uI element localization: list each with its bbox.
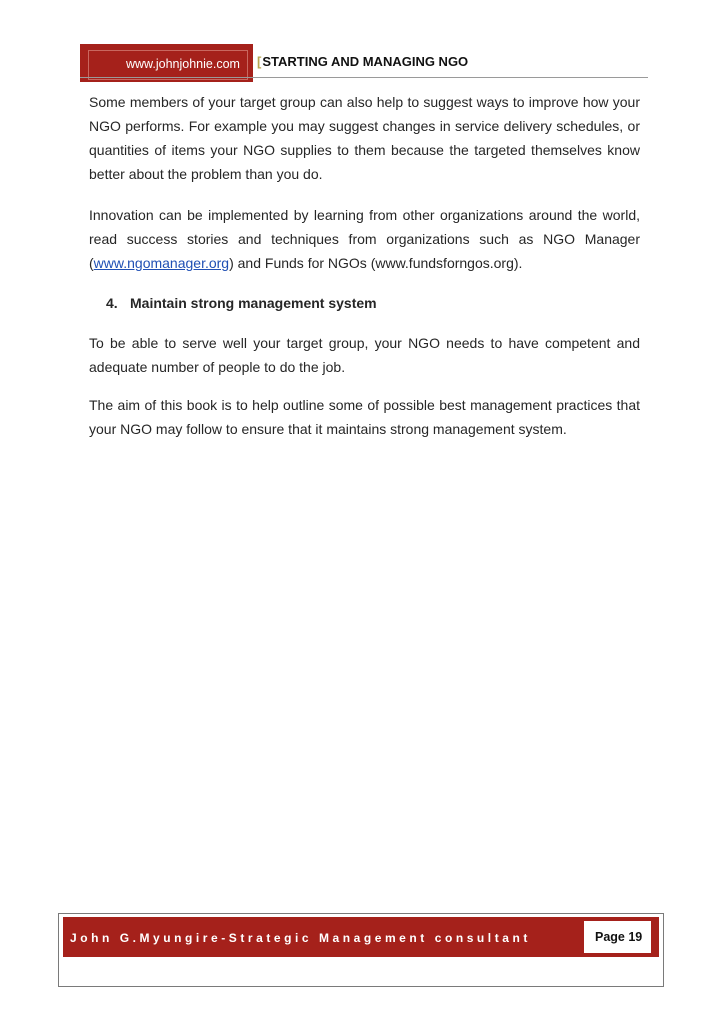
header-rule	[80, 77, 648, 78]
footer-author: John G.Myungire-Strategic Management consultant	[70, 931, 531, 945]
paragraph-target-group: Some members of your target group can also help to suggest ways to improve how your NGO performs. For example you may suggest changes in service delivery schedules, or quantities of items your NGO supplies to them because the targeted themselves know better about the problem than you do.	[89, 94, 640, 182]
section-heading-number: 4.	[106, 295, 118, 311]
paragraph-innovation-text-2: ) and Funds for NGOs (www.fundsforngos.org).	[229, 255, 523, 271]
section-heading-text: Maintain strong management system	[130, 295, 377, 311]
paragraph-book-aim: The aim of this book is to help outline some of possible best management practices that your NGO may follow to ensure that it maintains strong management system.	[89, 397, 640, 437]
header-bracket: [	[257, 54, 262, 69]
page-number: Page 19	[584, 921, 651, 953]
paragraph-innovation	[89, 203, 640, 275]
header-site-url: www.johnjohnie.com	[126, 57, 240, 71]
paragraph-competent-people: To be able to serve well your target group, your NGO needs to have competent and adequate number of people to do the job.	[89, 335, 640, 375]
ngomanager-link[interactable]: www.ngomanager.org	[93, 255, 230, 271]
header-title-text: STARTING AND MANAGING NGO	[262, 54, 469, 69]
paragraph-innovation-text-1: Innovation can be implemented by learning from other organizations around the world, read success stories and techniques from organizations such as NGO Manager (	[89, 207, 640, 271]
section-heading	[106, 291, 377, 315]
